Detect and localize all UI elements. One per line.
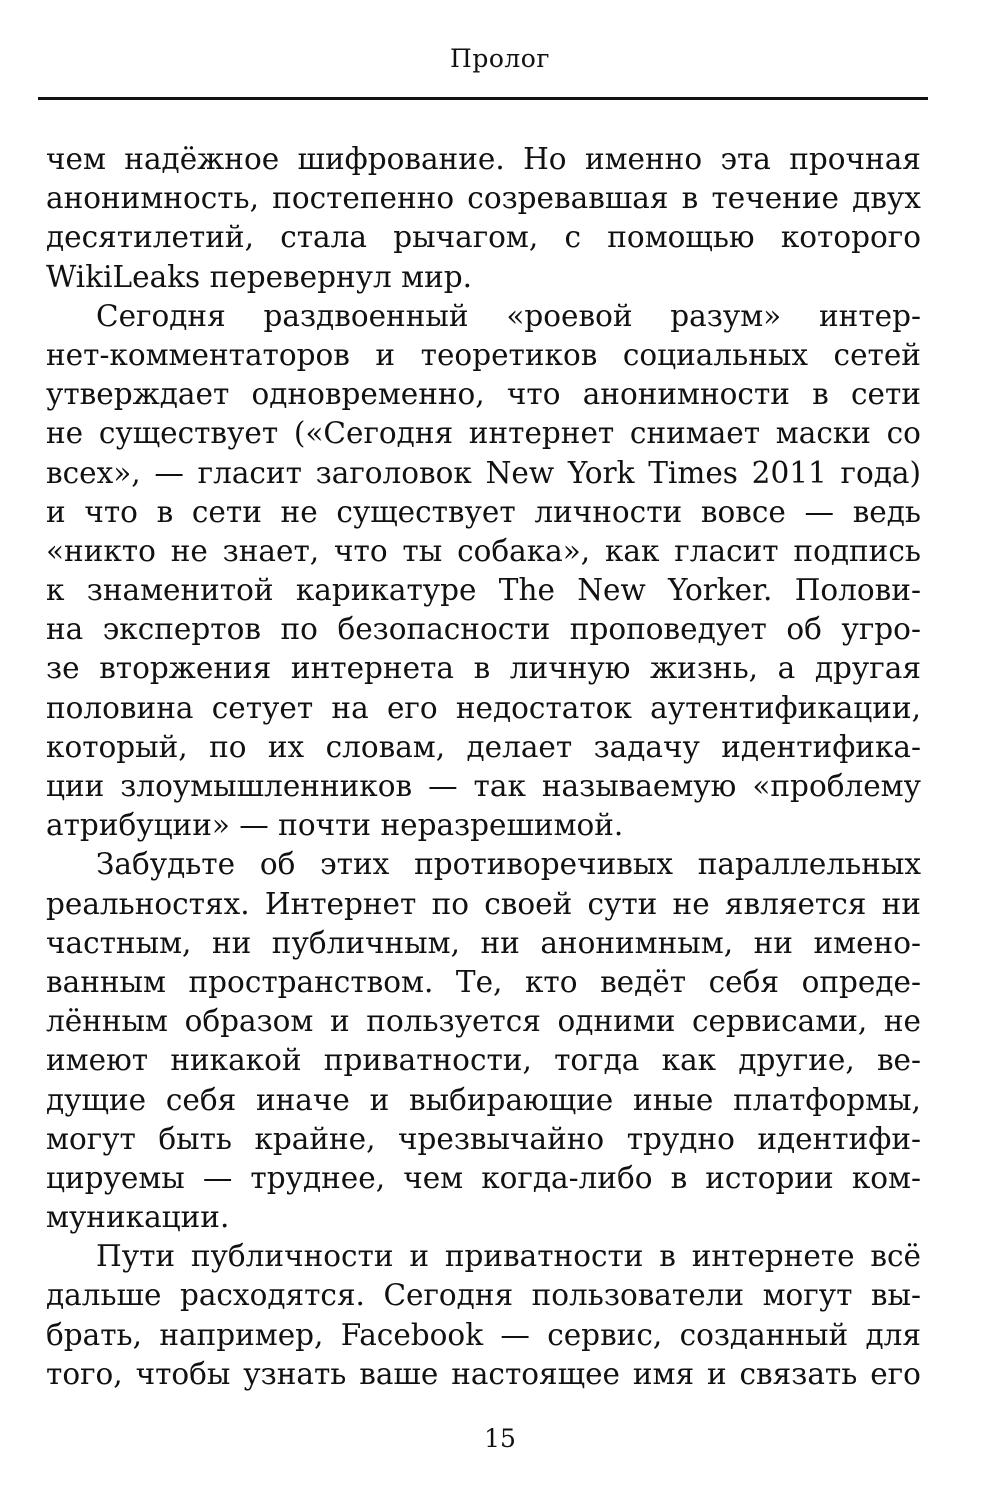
page-number: 15 — [484, 1424, 516, 1453]
text-line: «никто не знает, что ты собака», как гласит подпись — [46, 533, 921, 568]
running-title: Пролог — [450, 44, 550, 73]
text-line: муникации. — [46, 1200, 230, 1235]
text-line: к знаменитой карикатуре The New Yorker. Полови- — [46, 573, 921, 608]
text-line: того, чтобы узнать ваше настоящее имя и связать его — [46, 1356, 921, 1391]
text-line: ванным пространством. Те, кто ведёт себя опреде- — [46, 964, 921, 999]
text-line: и что в сети не существует личности вовсе — ведь — [46, 494, 921, 529]
text-line: Забудьте об этих противоречивых параллельных — [96, 847, 921, 882]
header-rule — [38, 97, 928, 100]
text-line: имеют никакой приватности, тогда как другие, ве- — [46, 1043, 921, 1078]
text-line: Сегодня раздвоенный «роевой разум» интер- — [96, 298, 921, 333]
text-line: частным, ни публичным, ни анонимным, ни имено- — [46, 925, 921, 960]
text-line: который, по их словам, делает задачу идентифика- — [46, 729, 921, 764]
text-line: нет-комментаторов и теоретиков социальных сетей — [46, 337, 921, 372]
body-text — [46, 140, 921, 1394]
text-line: ции злоумышленников — так называемую «проблему — [46, 769, 921, 803]
text-line: могут быть крайне, чрезвычайно трудно идентифи- — [46, 1121, 921, 1156]
text-line: брать, например, Facebook — сервис, созданный для — [46, 1317, 921, 1352]
text-line: дальше расходятся. Сегодня пользователи могут вы- — [46, 1278, 921, 1313]
text-line: не существует («Сегодня интернет снимает маски со — [46, 416, 921, 451]
text-line: лённым образом и пользуется одними сервисами, не — [46, 1004, 921, 1039]
text-line: десятилетий, стала рычагом, с помощью которого — [46, 220, 921, 255]
text-line: Пути публичности и приватности в интернете всё — [96, 1239, 921, 1274]
text-line: WikiLeaks перевернул мир. — [46, 259, 472, 294]
text-line: на экспертов по безопасности проповедует об угро- — [46, 612, 921, 647]
text-line: реальностях. Интернет по своей сути не является ни — [46, 886, 921, 921]
text-line: дущие себя иначе и выбирающие иные платформы, — [46, 1082, 921, 1117]
text-line: половина сетует на его недостаток аутентификации, — [46, 690, 921, 725]
text-line: зе вторжения интернета в личную жизнь, а другая — [46, 651, 921, 686]
text-line: атрибуции» — почти неразрешимой. — [46, 808, 624, 843]
text-line: чем надёжное шифрование. Но именно эта прочная — [46, 142, 921, 176]
text-line: цируемы — труднее, чем когда-либо в истории ком- — [46, 1160, 921, 1195]
text-line: всех», — гласит заголовок New York Times 2011 года) — [46, 455, 921, 490]
text-line: утверждает одновременно, что анонимности в сети — [46, 377, 921, 412]
text-line: анонимность, постепенно созревавшая в течение двух — [46, 181, 921, 216]
